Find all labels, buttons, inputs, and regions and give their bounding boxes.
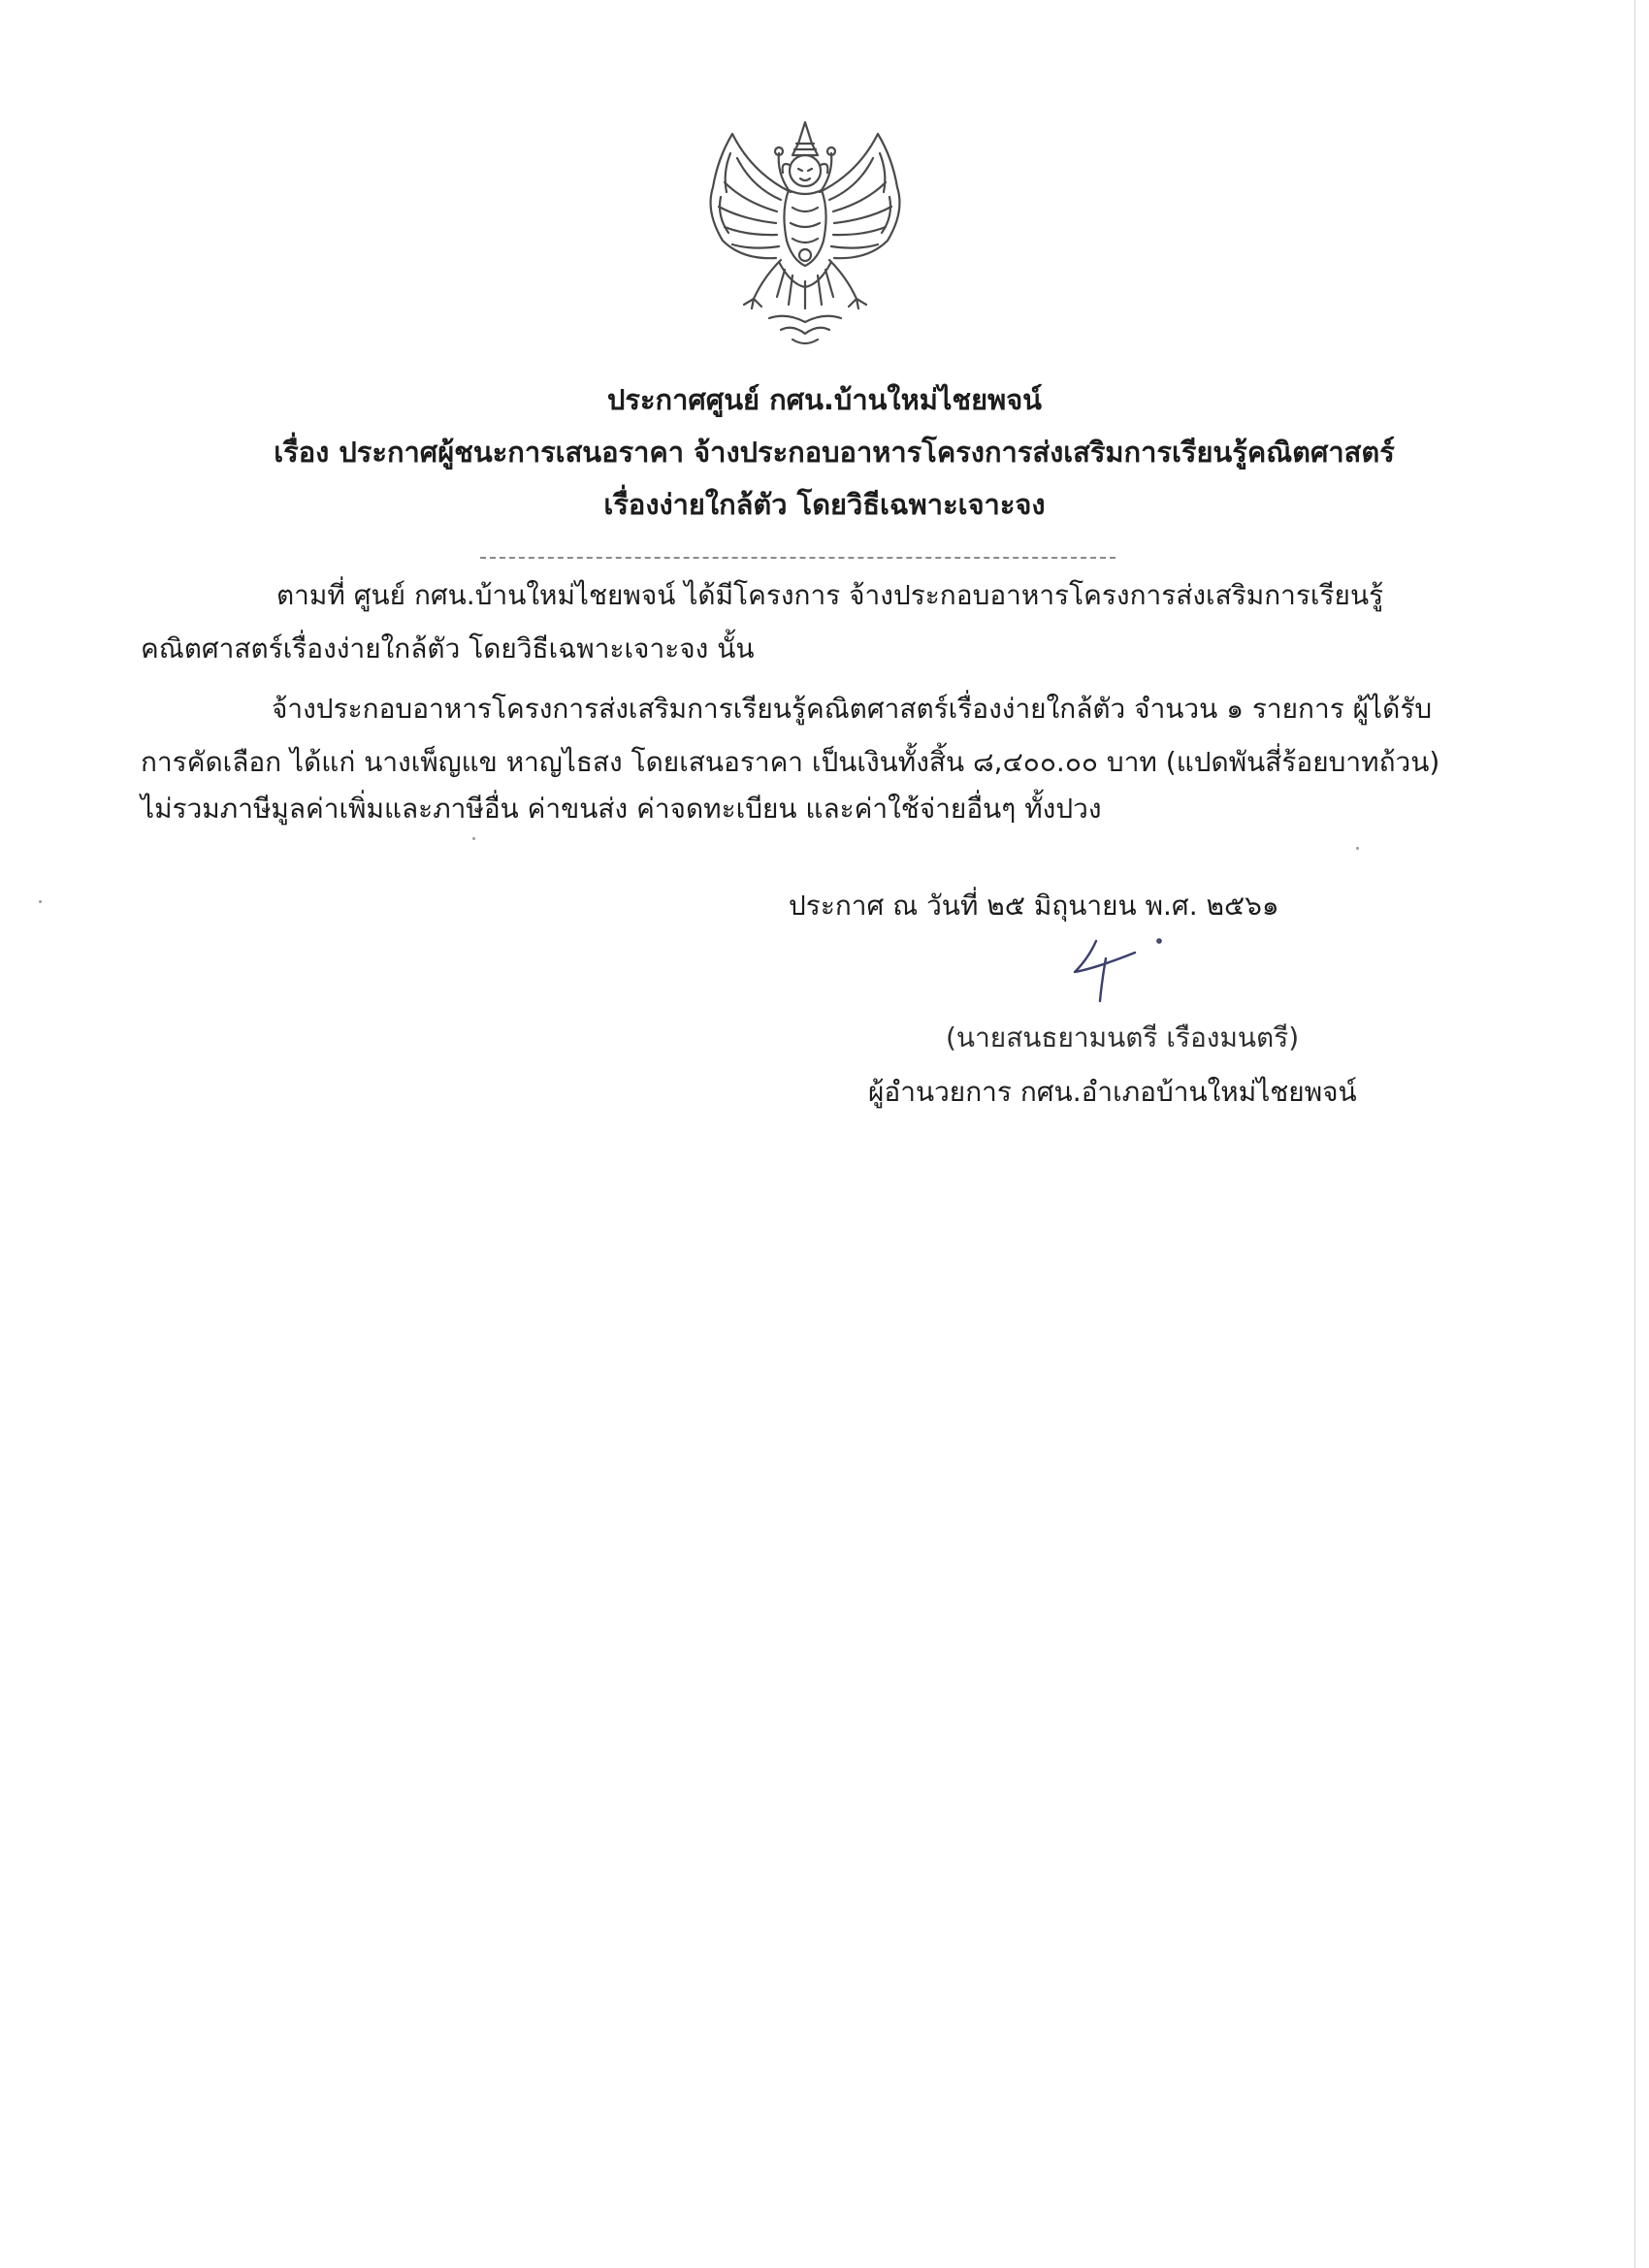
signer-name: (นายสนธยามนตรี เรืองมนตรี) <box>946 1021 1300 1053</box>
scan-speck <box>472 837 475 840</box>
announcement-date: ประกาศ ณ วันที่ ๒๕ มิถุนายน พ.ศ. ๒๕๖๑ <box>789 890 1279 922</box>
announcement-subject: เรื่อง ประกาศผู้ชนะการเสนอราคา จ้างประกอบอาหารโครงการส่งเสริมการเรียนรู้คณิตศาสตร์ <box>274 436 1395 469</box>
paragraph-2-line-2: การคัดเลือก ได้แก่ นางเพ็ญแข หาญไธสง โดยเสนอราคา เป็นเงินทั้งสิ้น ๘,๔๐๐.๐๐ บาท (แปดพันสี่ร้อยบาทถ้วน) <box>141 746 1440 778</box>
scan-speck <box>39 900 42 903</box>
handwritten-signature-icon <box>1067 929 1183 1007</box>
paragraph-1-line-1: ตามที่ ศูนย์ กศน.บ้านใหม่ไชยพจน์ ได้มีโครงการ จ้างประกอบอาหารโครงการส่งเสริมการเรียนรู้ <box>276 579 1384 611</box>
scan-speck <box>1356 847 1359 850</box>
separator-rule <box>480 557 1116 559</box>
paragraph-1-line-2: คณิตศาสตร์เรื่องง่ายใกล้ตัว โดยวิธีเฉพาะเจาะจง นั้น <box>141 632 755 664</box>
signer-position: ผู้อำนวยการ กศน.อำเภอบ้านใหม่ไชยพจน์ <box>868 1076 1357 1108</box>
paragraph-2-line-1: จ้างประกอบอาหารโครงการส่งเสริมการเรียนรู้คณิตศาสตร์เรื่องง่ายใกล้ตัว จำนวน ๑ รายการ ผู้ได้รับ <box>272 693 1433 725</box>
paragraph-2-line-3: ไม่รวมภาษีมูลค่าเพิ่มและภาษีอื่น ค่าขนส่ง ค่าจดทะเบียน และค่าใช้จ่ายอื่นๆ ทั้งปวง <box>141 793 1102 825</box>
page-edge <box>1634 0 1635 2268</box>
announcement-title: ประกาศศูนย์ กศน.บ้านใหม่ไชยพจน์ <box>606 383 1043 416</box>
garuda-emblem-icon <box>684 114 926 352</box>
announcement-subject-continued: เรื่องง่ายใกล้ตัว โดยวิธีเฉพาะเจาะจง <box>603 488 1046 521</box>
